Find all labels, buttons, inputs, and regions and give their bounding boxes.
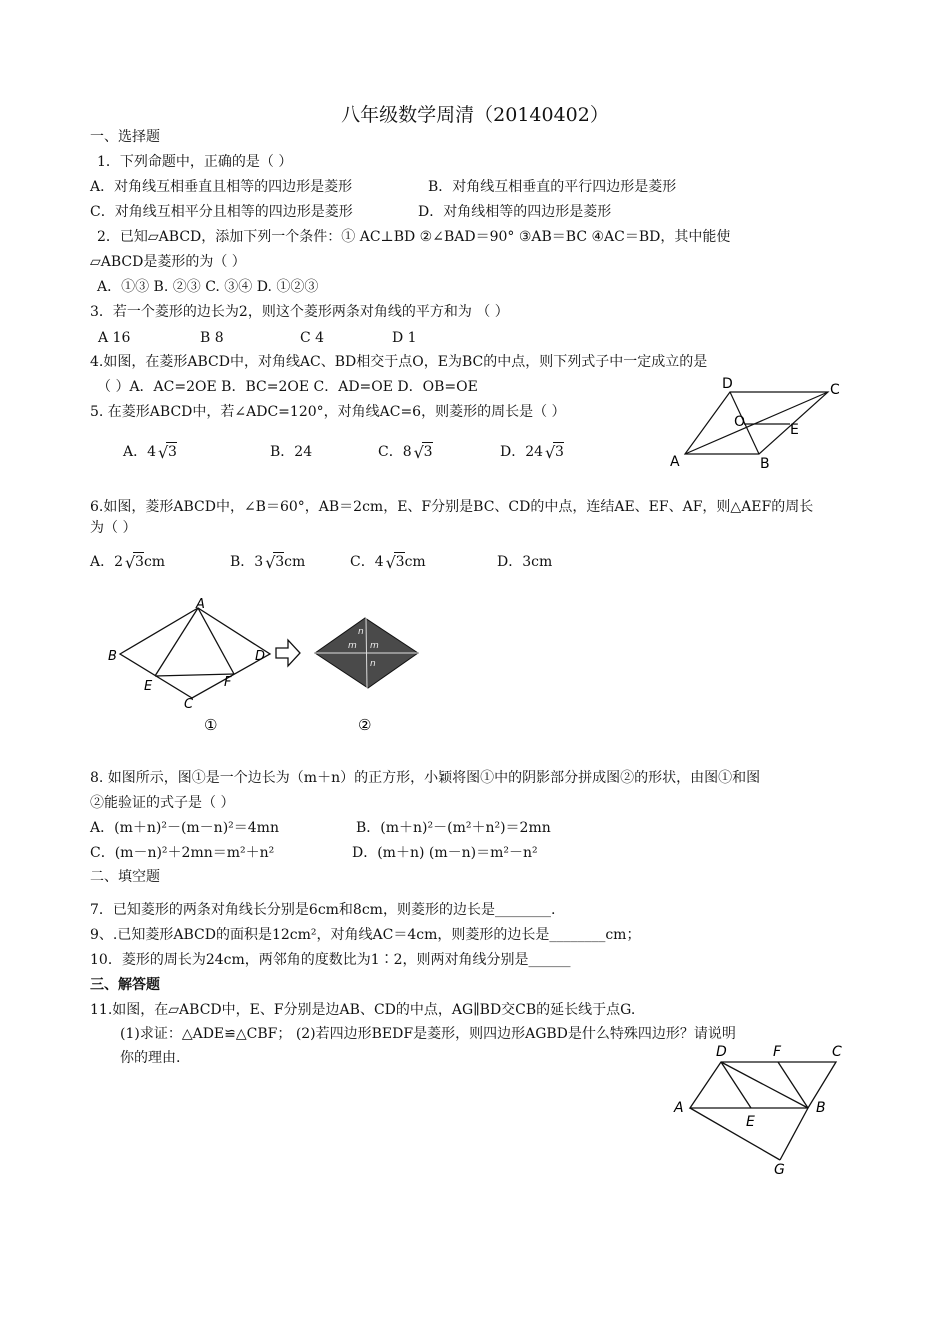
q3-option-c: C 4: [300, 330, 325, 346]
fig6-label-m2: m: [370, 641, 379, 651]
section-choice: 一、选择题: [90, 129, 160, 145]
fig4-label-o: O: [734, 414, 746, 430]
shaded-rhombus-figure: [315, 618, 418, 688]
sqrt-symbol: √ 3: [265, 553, 285, 572]
q5-option-c: C．8 √ 3: [378, 443, 433, 462]
fig4-label-c: C: [830, 382, 840, 398]
section-answer: 三、解答题: [90, 977, 160, 993]
q5-option-d: D．24 √ 3: [500, 443, 564, 462]
q6-option-a: A．2 √ 3cm: [90, 553, 166, 572]
q6-stem: 6.如图，菱形ABCD中，∠B＝60°，AB＝2cm，E、F分别是BC、CD的中点，连结AE、EF、AF，则△AEF的周长: [90, 499, 814, 515]
q4-options: （ ）A．AC=2OE B．BC=2OE C．AD=OE D．OB=OE: [97, 379, 478, 395]
q1-option-c: C．对角线互相平分且相等的四边形是菱形: [90, 204, 353, 220]
q6-option-d: D．3cm: [497, 554, 553, 570]
q6-stem-cont: 为（ ）: [90, 520, 137, 536]
q10-stem: 10．菱形的周长为24cm，两邻角的度数比为1∶2，则两对角线分别是______: [90, 952, 571, 968]
fig6-label-b: B: [108, 649, 117, 664]
sqrt-symbol: √ 3: [158, 443, 177, 462]
q8-option-d: D．(m＋n) (m－n)＝m²－n²: [352, 845, 538, 861]
q7-stem: 7．已知菱形的两条对角线长分别是6cm和8cm，则菱形的边长是________.: [90, 902, 556, 918]
q2-options: A．①③ B. ②③ C. ③④ D. ①②③: [97, 279, 319, 295]
q1-option-b: B．对角线互相垂直的平行四边形是菱形: [428, 179, 677, 195]
q3-option-d: D 1: [392, 330, 417, 346]
q9-stem: 9、.已知菱形ABCD的面积是12cm²，对角线AC＝4cm，则菱形的边长是________cm；: [90, 927, 641, 943]
fig6-label-f: F: [224, 675, 232, 690]
q1-option-d: D．对角线相等的四边形是菱形: [418, 204, 612, 220]
fig6-label-a: A: [196, 597, 205, 612]
fig6-label-n1: n: [358, 627, 364, 637]
sqrt-symbol: √ 3: [385, 553, 405, 572]
fig11-label-e: E: [746, 1114, 755, 1130]
fig11-label-c: C: [832, 1044, 842, 1060]
q2-stem-cont: ▱ABCD是菱形的为（ ）: [90, 254, 246, 270]
section-fill: 二、填空题: [90, 869, 160, 885]
q3-option-a: A 16: [98, 330, 131, 346]
q3-option-b: B 8: [200, 330, 224, 346]
q4-stem: 4.如图，在菱形ABCD中，对角线AC、BD相交于点O，E为BC的中点，则下列式子中一定成立的是: [90, 354, 708, 370]
fig4-label-e: E: [790, 422, 799, 438]
q5-option-b: B．24: [270, 444, 313, 460]
q6-option-c: C．4 √ 3cm: [350, 553, 426, 572]
fig11-label-a: A: [674, 1100, 684, 1116]
fig4-label-d: D: [722, 376, 733, 392]
q6-option-b: B．3 √ 3cm: [230, 553, 306, 572]
fig6-label-e: E: [144, 679, 153, 694]
fig6-caption-1: ①: [204, 716, 218, 734]
q1-stem: 1．下列命题中，正确的是（ ）: [97, 154, 293, 170]
q3-stem: 3．若一个菱形的边长为2，则这个菱形两条对角线的平方和为 （ ）: [90, 304, 509, 320]
fig4-label-b: B: [760, 456, 770, 472]
fig6-caption-2: ②: [358, 716, 372, 734]
q1-option-a: A．对角线互相垂直且相等的四边形是菱形: [90, 179, 353, 195]
q8-stem-cont: ②能验证的式子是（ ）: [90, 795, 235, 811]
sqrt-symbol: √ 3: [413, 443, 433, 462]
fig4-label-a: A: [670, 454, 680, 470]
q11-parts-cont: 你的理由.: [120, 1050, 181, 1066]
fig11-label-f: F: [773, 1044, 782, 1060]
parallelogram-figure-q11: [666, 1040, 866, 1180]
rhombus-figure-q6: [100, 596, 440, 736]
q8-option-b: B．(m＋n)²－(m²＋n²)＝2mn: [356, 820, 551, 836]
fig6-label-d: D: [255, 649, 266, 664]
q5-stem: 5. 在菱形ABCD中，若∠ADC=120°，对角线AC=6，则菱形的周长是（ ）: [90, 404, 566, 420]
fig11-label-d: D: [716, 1044, 727, 1060]
q11-parts: (1)求证：△ADE≌△CBF； (2)若四边形BEDF是菱形，则四边形AGBD是什么特殊四边形？请说明: [120, 1026, 736, 1042]
q5-option-a: A．4 √ 3: [123, 443, 177, 462]
fig6-label-n2: n: [370, 659, 376, 669]
fig11-label-b: B: [816, 1100, 826, 1116]
sqrt-symbol: √ 3: [125, 553, 144, 572]
page-title: 八年级数学周清（20140402）: [341, 104, 609, 126]
q8-option-a: A．(m＋n)²－(m－n)²＝4mn: [90, 820, 279, 836]
fig6-label-m1: m: [348, 641, 357, 651]
q2-stem: 2．已知▱ABCD，添加下列一个条件：① AC⊥BD ②∠BAD＝90° ③AB＝BC ④AC＝BD，其中能使: [97, 229, 731, 245]
rhombus-figure-q4: [660, 372, 850, 472]
sqrt-symbol: √ 3: [545, 443, 564, 462]
q8-option-c: C．(m－n)²＋2mn＝m²＋n²: [90, 845, 275, 861]
arrow-icon: [276, 640, 300, 666]
fig6-label-c: C: [184, 697, 194, 712]
q11-stem: 11.如图，在▱ABCD中，E、F分别是边AB、CD的中点，AG∥BD交CB的延长线于点G.: [90, 1002, 636, 1018]
fig11-label-g: G: [774, 1162, 785, 1178]
q8-stem: 8. 如图所示，图①是一个边长为（m＋n）的正方形，小颖将图①中的阴影部分拼成图②的形状，由图①和图: [90, 770, 761, 786]
